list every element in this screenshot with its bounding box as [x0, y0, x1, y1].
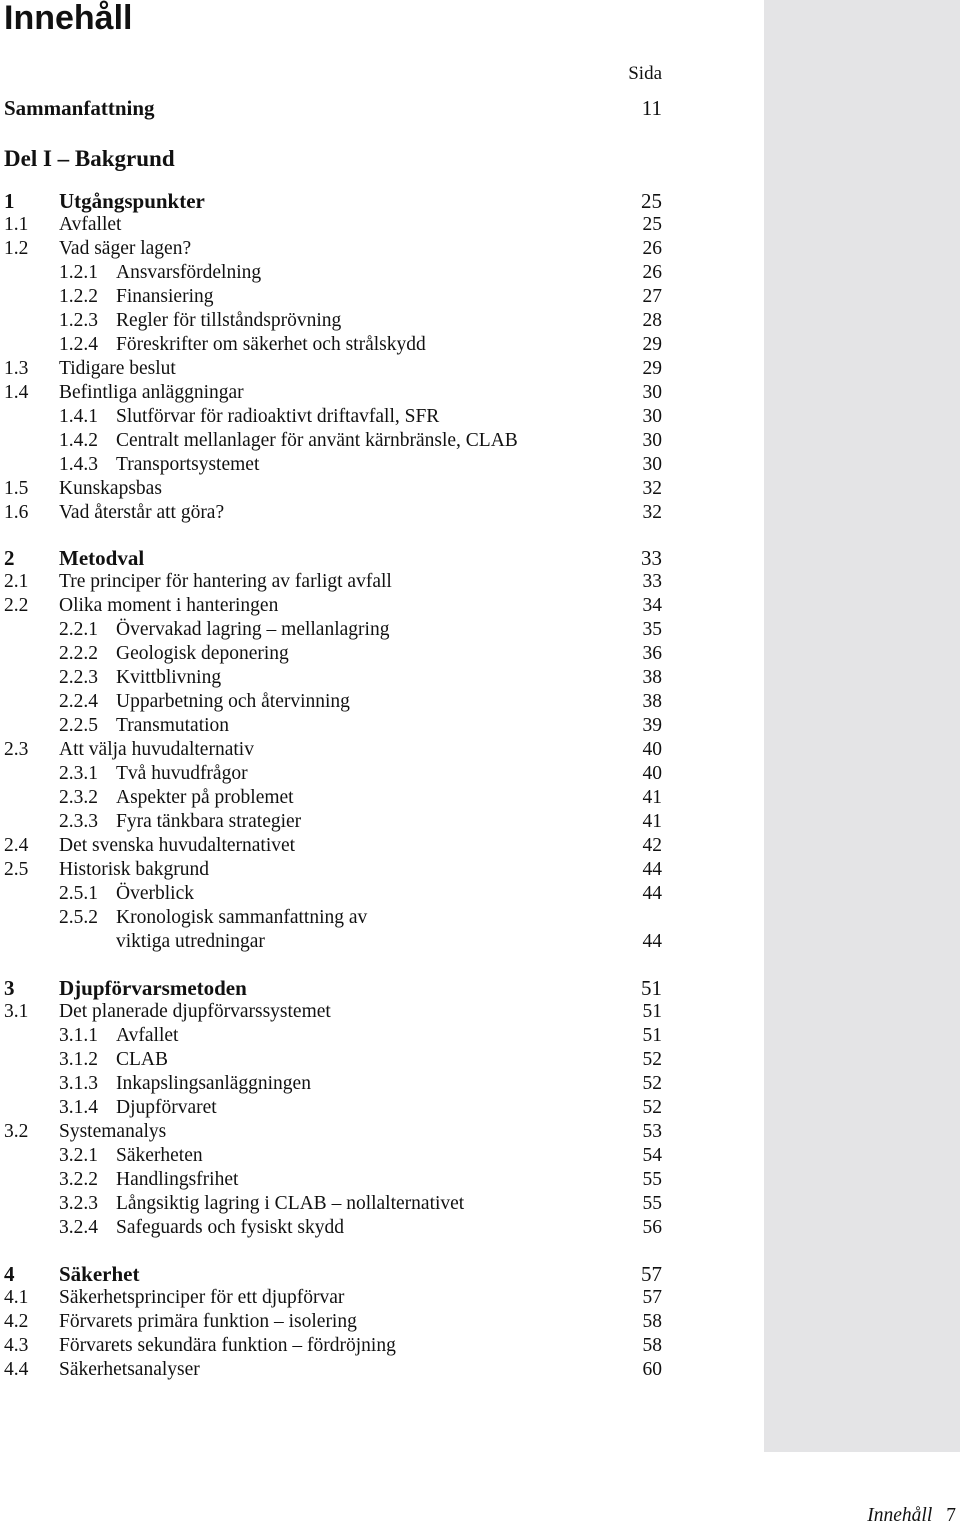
toc-entry-number: 2.3.1	[59, 763, 98, 784]
toc-entry-title: Avfallet	[116, 1025, 179, 1046]
toc-entry-number: 3.1.2	[59, 1049, 98, 1070]
toc-entry[interactable]	[0, 762, 700, 786]
page-title: Innehåll	[4, 0, 133, 37]
toc-entry-title: Utgångspunkter	[59, 189, 205, 213]
toc-entry[interactable]	[0, 237, 700, 261]
toc-entry-page: 53	[642, 1121, 662, 1142]
toc-entry[interactable]	[0, 1096, 700, 1120]
toc-entry-title: Djupförvaret	[116, 1097, 217, 1118]
toc-entry-number: 1.4	[4, 382, 29, 403]
toc-entry-title: Transportsystemet	[116, 454, 260, 475]
toc-entry-page: 42	[642, 835, 662, 856]
toc-entry[interactable]	[0, 189, 700, 213]
toc-entry[interactable]	[0, 261, 700, 285]
toc-entry-title: Safeguards och fysiskt skydd	[116, 1217, 345, 1238]
toc-entry-page: 41	[642, 811, 662, 832]
toc-entry-title: Slutförvar för radioaktivt driftavfall, SFR	[116, 406, 440, 427]
toc-entry-number: 2	[4, 546, 15, 570]
toc-entry[interactable]	[0, 1358, 700, 1382]
toc-entry[interactable]	[0, 429, 700, 453]
toc-entry-number: 2.2.5	[59, 715, 98, 736]
toc-entry-title: Två huvudfrågor	[116, 763, 248, 784]
toc-entry[interactable]	[0, 357, 700, 381]
toc-entry[interactable]	[0, 786, 700, 810]
toc-entry[interactable]	[0, 1216, 700, 1240]
toc-entry-title: Säkerhetsanalyser	[59, 1359, 200, 1380]
toc-entry-page: 57	[641, 1262, 662, 1286]
toc-entry[interactable]	[0, 666, 700, 690]
toc-entry[interactable]	[0, 906, 700, 930]
toc-entry-page: 57	[642, 1287, 662, 1308]
toc-entry-page: 26	[642, 262, 662, 283]
toc-entry-number: 1.1	[4, 214, 29, 235]
toc-entry[interactable]	[0, 594, 700, 618]
toc-entry-title: Vad återstår att göra?	[59, 502, 225, 523]
toc-entry-title: Att välja huvudalternativ	[59, 739, 254, 760]
toc-entry[interactable]	[0, 858, 700, 882]
toc-entry-title: Långsiktig lagring i CLAB – nollalternativet	[116, 1193, 465, 1214]
toc-entry[interactable]	[0, 714, 700, 738]
toc-entry[interactable]	[0, 285, 700, 309]
toc-entry-number: 4.3	[4, 1335, 29, 1356]
toc-entry-title: Aspekter på problemet	[116, 787, 294, 808]
toc-entry-title: Handlingsfrihet	[116, 1169, 239, 1190]
toc-entry-page: 30	[642, 382, 662, 403]
toc-entry-number: 1	[4, 189, 15, 213]
toc-entry-page: 44	[642, 883, 662, 904]
toc-entry[interactable]	[0, 1334, 700, 1358]
toc-entry[interactable]	[0, 1144, 700, 1168]
toc-entry-number: 3.1.1	[59, 1025, 98, 1046]
toc-entry-title: Överblick	[116, 883, 194, 904]
toc-entry-number: 3.2.4	[59, 1217, 98, 1238]
toc-entry[interactable]	[0, 882, 700, 906]
toc-entry-page: 36	[642, 643, 662, 664]
toc-entry-page: 34	[642, 595, 662, 616]
toc-entry-title: Befintliga anläggningar	[59, 382, 244, 403]
toc-entry-page: 30	[642, 406, 662, 427]
toc-entry[interactable]	[0, 810, 700, 834]
toc-entry-title: Djupförvarsmetoden	[59, 976, 247, 1000]
toc-entry-title: Historisk bakgrund	[59, 859, 210, 880]
toc-entry-number: 1.2.2	[59, 286, 98, 307]
toc-entry[interactable]	[0, 501, 700, 525]
toc-entry-title: Säkerheten	[116, 1145, 203, 1166]
toc-entry-page: 60	[642, 1359, 662, 1380]
footer-label: Innehåll	[867, 1505, 933, 1526]
footer-page-number: 7	[946, 1505, 956, 1526]
toc-entry-title: Avfallet	[59, 214, 122, 235]
toc-entry-number: 2.2.2	[59, 643, 98, 664]
toc-entry-title: Kunskapsbas	[59, 478, 162, 499]
toc-entry-page: 38	[642, 667, 662, 688]
toc-entry-page: 33	[642, 571, 662, 592]
toc-entry-page: 55	[642, 1193, 662, 1214]
toc-entry[interactable]	[0, 642, 700, 666]
toc-entry[interactable]	[0, 381, 700, 405]
toc-entry-page: 51	[642, 1001, 662, 1022]
toc-entry[interactable]	[0, 1120, 700, 1144]
toc-entry-title: Kronologisk sammanfattning av	[116, 907, 368, 928]
toc-entry[interactable]	[0, 1310, 700, 1334]
toc-entry-page: 40	[642, 763, 662, 784]
toc-entry-title: Föreskrifter om säkerhet och strålskydd	[116, 334, 426, 355]
toc-entry-title: Kvittblivning	[116, 667, 222, 688]
toc-entry-number: 2.1	[4, 571, 29, 592]
toc-entry-page: 29	[642, 358, 662, 379]
toc-entry-page: 11	[641, 96, 662, 120]
toc-entry-number: 3.1.3	[59, 1073, 98, 1094]
toc-entry[interactable]	[0, 453, 700, 477]
toc-entry-title: Del I – Bakgrund	[4, 146, 175, 171]
toc-entry-title: Upparbetning och återvinning	[116, 691, 350, 712]
toc-entry-number: 1.6	[4, 502, 29, 523]
toc-entry-title: Fyra tänkbara strategier	[116, 811, 302, 832]
toc-entry-title: Ansvarsfördelning	[116, 262, 262, 283]
toc-entry-page: 29	[642, 334, 662, 355]
toc-entry[interactable]	[0, 1024, 700, 1048]
toc-entry[interactable]	[0, 1286, 700, 1310]
toc-entry-number: 4.2	[4, 1311, 29, 1332]
toc-entry[interactable]	[0, 738, 700, 762]
toc-entry-number: 4.1	[4, 1287, 29, 1308]
toc-entry-title: Tidigare beslut	[59, 358, 176, 379]
toc-entry[interactable]	[0, 477, 700, 501]
toc-entry-number: 1.2.1	[59, 262, 98, 283]
toc-entry-page: 35	[642, 619, 662, 640]
toc-entry-number: 2.2	[4, 595, 29, 616]
toc-entry-title: Tre principer för hantering av farligt avfall	[59, 571, 392, 592]
toc-entry-title: Centralt mellanlager för använt kärnbränsle, CLAB	[116, 430, 518, 451]
toc-entry-number: 1.4.3	[59, 454, 98, 475]
toc-entry[interactable]	[0, 1168, 700, 1192]
toc-entry[interactable]	[0, 690, 700, 714]
toc-entry[interactable]	[0, 309, 700, 333]
toc-entry-title: Metodval	[59, 546, 145, 570]
toc-entry-page: 51	[642, 1025, 662, 1046]
toc-entry[interactable]	[0, 333, 700, 357]
toc-entry-number: 2.5.2	[59, 907, 98, 928]
toc-entry-number: 3.2	[4, 1121, 29, 1142]
toc-entry-page: 33	[641, 546, 662, 570]
toc-entry-number: 3.1	[4, 1001, 29, 1022]
toc-entry-number: 1.3	[4, 358, 29, 379]
toc-entry-number: 2.4	[4, 835, 29, 856]
toc-entry-title: Det svenska huvudalternativet	[59, 835, 296, 856]
toc-entry-number: 1.2.4	[59, 334, 98, 355]
toc-entry-number: 2.3.2	[59, 787, 98, 808]
page-footer	[867, 1504, 956, 1528]
toc-entry-page: 52	[642, 1049, 662, 1070]
toc-entry-page: 51	[641, 976, 662, 1000]
toc-entry-page: 41	[642, 787, 662, 808]
toc-entry-number: 2.3	[4, 739, 29, 760]
toc-entry-page: 44	[642, 859, 662, 880]
toc-entry[interactable]	[0, 618, 700, 642]
toc-entry-page: 55	[642, 1169, 662, 1190]
toc-entry-title: Regler för tillståndsprövning	[116, 310, 342, 331]
toc-entry-page: 39	[642, 715, 662, 736]
toc-entry-title: Transmutation	[116, 715, 230, 736]
toc-entry-title: Systemanalys	[59, 1121, 167, 1142]
toc-entry-page: 44	[642, 931, 662, 952]
toc-entry[interactable]	[0, 834, 700, 858]
toc-entry-page: 26	[642, 238, 662, 259]
toc-entry-number: 2.3.3	[59, 811, 98, 832]
toc-entry-number: 3.2.2	[59, 1169, 98, 1190]
toc-entry-page: 58	[642, 1311, 662, 1332]
toc-entry[interactable]	[0, 930, 700, 954]
toc-entry-number: 2.5	[4, 859, 29, 880]
toc-entry-number: 2.2.4	[59, 691, 98, 712]
toc-entry-title: Olika moment i hanteringen	[59, 595, 279, 616]
toc-entry-page: 38	[642, 691, 662, 712]
toc-entry[interactable]	[0, 1192, 700, 1216]
toc-entry-title: Övervakad lagring – mellanlagring	[116, 619, 390, 640]
toc-entry-title: viktiga utredningar	[116, 931, 265, 952]
toc-entry-number: 3	[4, 976, 15, 1000]
toc-entry-number: 4.4	[4, 1359, 29, 1380]
toc-entry-number: 3.2.3	[59, 1193, 98, 1214]
toc-entry[interactable]	[0, 405, 700, 429]
toc-entry-title: Det planerade djupförvarssystemet	[59, 1001, 331, 1022]
toc-entry-page: 58	[642, 1335, 662, 1356]
toc-entry-number: 2.5.1	[59, 883, 98, 904]
toc-entry-number: 2.2.1	[59, 619, 98, 640]
toc-entry-number: 1.2.3	[59, 310, 98, 331]
page-column-label: Sida	[628, 63, 662, 84]
toc-entry-number: 3.2.1	[59, 1145, 98, 1166]
toc-entry[interactable]	[0, 147, 700, 171]
toc-entry-title: Förvarets primära funktion – isolering	[59, 1311, 357, 1332]
toc-entry[interactable]	[0, 213, 700, 237]
toc-entry-page: 30	[642, 454, 662, 475]
toc-entry-number: 4	[4, 1262, 15, 1286]
toc-entry-page: 54	[642, 1145, 662, 1166]
toc-entry-page: 52	[642, 1097, 662, 1118]
toc-entry-title: CLAB	[116, 1049, 169, 1070]
toc-entry-title: Säkerhet	[59, 1262, 140, 1286]
toc-entry-number: 2.2.3	[59, 667, 98, 688]
toc-entry-page: 40	[642, 739, 662, 760]
toc-entry[interactable]	[0, 546, 700, 570]
toc-entry-title: Säkerhetsprinciper för ett djupförvar	[59, 1287, 345, 1308]
toc-entry-page: 25	[642, 214, 662, 235]
toc-entry[interactable]	[0, 976, 700, 1000]
toc-entry-page: 56	[642, 1217, 662, 1238]
toc-entry-page: 28	[642, 310, 662, 331]
toc-entry-number: 1.4.2	[59, 430, 98, 451]
toc-entry-number: 3.1.4	[59, 1097, 98, 1118]
toc-entry-title: Vad säger lagen?	[59, 238, 192, 259]
toc-entry-page: 25	[641, 189, 662, 213]
toc-entry-title: Finansiering	[116, 286, 214, 307]
toc-entry[interactable]	[0, 570, 700, 594]
toc-entry[interactable]	[0, 96, 700, 120]
toc-entry-title: Geologisk deponering	[116, 643, 289, 664]
toc-entry[interactable]	[0, 1262, 700, 1286]
toc-entry-page: 27	[642, 286, 662, 307]
toc-entry-title: Sammanfattning	[4, 96, 155, 120]
toc-entry-number: 1.4.1	[59, 406, 98, 427]
toc-entry-page: 32	[642, 478, 662, 499]
toc-entry-title: Förvarets sekundära funktion – fördröjning	[59, 1335, 396, 1356]
toc-entry-title: Inkapslingsanläggningen	[116, 1073, 311, 1094]
toc-entry[interactable]	[0, 1000, 700, 1024]
margin-shade-panel	[764, 0, 960, 1452]
toc-entry-number: 1.2	[4, 238, 29, 259]
toc-entry-page: 52	[642, 1073, 662, 1094]
toc-entry-page: 32	[642, 502, 662, 523]
toc-entry-number: 1.5	[4, 478, 29, 499]
toc-entry[interactable]	[0, 1072, 700, 1096]
toc-entry[interactable]	[0, 1048, 700, 1072]
toc-entry-page: 30	[642, 430, 662, 451]
